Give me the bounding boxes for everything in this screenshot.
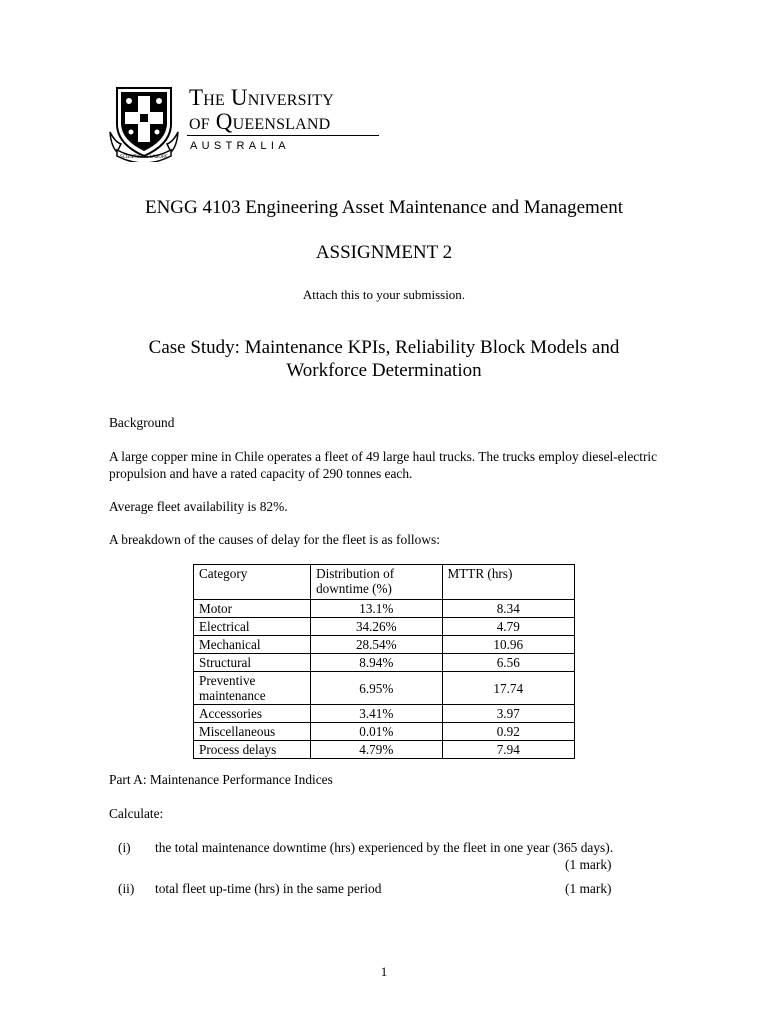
table-cell: 0.92: [442, 723, 575, 741]
table-cell: Accessories: [194, 705, 311, 723]
table-row: [194, 723, 575, 741]
table-cell: 3.41%: [311, 705, 442, 723]
table-cell: 6.95%: [311, 672, 442, 705]
table-header-cell: Distribution of downtime (%): [311, 565, 442, 600]
table-cell: 7.94: [442, 741, 575, 759]
table-cell: 17.74: [442, 672, 575, 705]
case-study-title-line2: Workforce Determination: [286, 360, 482, 381]
table-row: [194, 600, 575, 618]
table-row: [194, 672, 575, 705]
table-header-cell: MTTR (hrs): [442, 565, 575, 600]
table-cell: 28.54%: [311, 636, 442, 654]
assignment-title: ASSIGNMENT 2: [315, 242, 453, 263]
university-crest-logo: [109, 82, 179, 162]
case-study-title-line1: Case Study: Maintenance KPIs, Reliability Block Models and: [148, 337, 620, 358]
svg-text:SCIENTIA AC LABORE: SCIENTIA AC LABORE: [120, 155, 168, 160]
intro-paragraph: A large copper mine in Chile operates a fleet of 49 large haul trucks. The trucks employ diesel-electric propulsion and have a rated capacity of 290 tonnes each.: [109, 449, 658, 481]
university-country: AUSTRALIA: [190, 140, 290, 152]
calculate-label: Calculate:: [109, 806, 164, 821]
table-cell: Miscellaneous: [194, 723, 311, 741]
delay-causes-table: [193, 564, 575, 759]
table-row: [194, 618, 575, 636]
table-row: [194, 654, 575, 672]
background-heading: Background: [109, 415, 175, 430]
question-mark: (1 mark): [565, 881, 612, 896]
table-row: [194, 636, 575, 654]
availability-paragraph: Average fleet availability is 82%.: [109, 499, 288, 514]
table-cell: 8.34: [442, 600, 575, 618]
table-cell: 0.01%: [311, 723, 442, 741]
question-number: (i): [118, 840, 131, 855]
table-cell: Mechanical: [194, 636, 311, 654]
page-number: 1: [380, 964, 388, 979]
part-a-heading: Part A: Maintenance Performance Indices: [109, 772, 333, 787]
table-cell: Motor: [194, 600, 311, 618]
breakdown-intro: A breakdown of the causes of delay for the fleet is as follows:: [109, 532, 440, 547]
table-cell: 6.56: [442, 654, 575, 672]
university-name-line1: The University: [189, 85, 334, 110]
university-name-line2: of Queensland: [189, 109, 331, 134]
table-cell: 34.26%: [311, 618, 442, 636]
question-mark: (1 mark): [565, 857, 612, 872]
table-row: [194, 741, 575, 759]
table-cell: Electrical: [194, 618, 311, 636]
table-cell: Process delays: [194, 741, 311, 759]
logo-divider: [187, 135, 379, 136]
course-title: ENGG 4103 Engineering Asset Maintenance and Management: [144, 197, 624, 218]
table-cell: 13.1%: [311, 600, 442, 618]
attach-note: Attach this to your submission.: [302, 287, 466, 302]
table-cell: 10.96: [442, 636, 575, 654]
table-cell: 4.79%: [311, 741, 442, 759]
table-row: [194, 705, 575, 723]
question-text: the total maintenance downtime (hrs) experienced by the fleet in one year (365 days).: [155, 840, 614, 855]
table-cell: 3.97: [442, 705, 575, 723]
question-number: (ii): [118, 881, 135, 896]
table-cell: 4.79: [442, 618, 575, 636]
table-cell: Structural: [194, 654, 311, 672]
table-cell: Preventive maintenance: [194, 672, 311, 705]
question-text: total fleet up-time (hrs) in the same period: [155, 881, 382, 896]
table-cell: 8.94%: [311, 654, 442, 672]
table-header-row: [194, 565, 575, 600]
table-header-cell: Category: [194, 565, 311, 600]
